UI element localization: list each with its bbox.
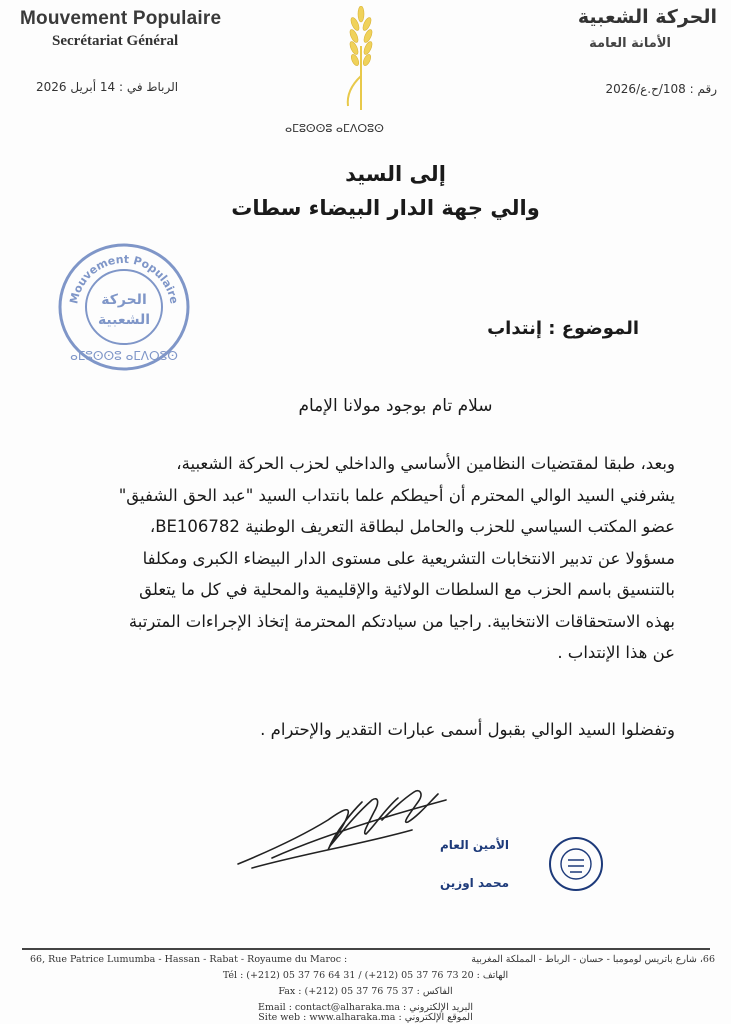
letter-subject: الموضوع : إنتداب (487, 318, 639, 339)
letter-body (55, 448, 675, 669)
footer-address-french: 66, Rue Patrice Lumumba - Hassan - Rabat - Royaume du Maroc : (30, 954, 348, 965)
stamp-center-1: الحركة (101, 292, 147, 308)
signatory-name: محمد اوزين (440, 876, 510, 890)
footer-email: Email : contact@alharaka.ma : البريد الإلكتروني (258, 1002, 473, 1013)
addressee-line-2: والي جهة الدار البيضاء سطات (231, 196, 540, 220)
org-name-french: Mouvement Populaire (20, 8, 222, 29)
greeting: سلام تام بوجود مولانا الإمام (298, 396, 493, 416)
stamp-tifinagh: ⴰⵎⵓⵙⵙⵓ ⴰⵎⴷⵔⵓⵙ (70, 349, 178, 363)
footer-address-arabic: 66، شارع باتريس لومومبا - حسان - الرباط - المملكة المغربية (471, 954, 715, 965)
footer-fax: Fax : (+212) 05 37 76 75 37 : الفاكس (278, 986, 453, 997)
addressee-block (0, 162, 731, 220)
org-name-arabic: الحركة الشعبية (577, 6, 717, 28)
addressee-line-1: إلى السيد (345, 162, 446, 186)
signatory-title: الأمين العام (440, 838, 510, 852)
handwritten-signature-icon (232, 780, 452, 876)
body-line: بهذه الاستحقاقات الانتخابية. راجيا من سيادتكم المحترمة إتخاذ الإجراءات المترتبة (128, 611, 675, 631)
party-stamp-icon (55, 240, 193, 374)
body-line: عضو المكتب السياسي للحزب والحامل لبطاقة التعريف الوطنية BE106782، (149, 517, 675, 536)
body-line: وبعد، طبقا لمقتضيات النظامين الأساسي والداخلي لحزب الحركة الشعبية، (176, 454, 675, 473)
footer-divider (22, 948, 710, 950)
body-line: يشرفني السيد الوالي المحترم أن أحيطكم علما بانتداب السيد "عبد الحق الشفيق" (118, 485, 675, 505)
reference-number: رقم : 108/ح.ع/2026 (605, 82, 717, 96)
letter-date: الرباط في : 14 أبريل 2026 (36, 80, 179, 94)
wheat-logo-icon (338, 6, 384, 110)
org-subtitle-arabic: الأمانة العامة (589, 36, 671, 51)
tifinagh-name: ⴰⵎⵓⵙⵙⵓ ⴰⵎⴷⵔⵓⵙ (285, 122, 384, 135)
body-line: عن هذا الإنتداب . (557, 643, 675, 662)
stamp-center-2: الشعبية (97, 312, 151, 328)
body-line: بالتنسيق باسم الحزب مع السلطات الولائية والإقليمية والمحلية في كل ما يتعلق (139, 580, 675, 599)
footer-phone: Tél : (+212) 05 37 76 64 31 / (+212) 05 37 76 73 20 : الهاتف (222, 970, 509, 981)
stamp-ring-text: Mouvement Populaire (67, 252, 181, 306)
secretary-stamp-icon (548, 836, 604, 892)
footer-website: Site web : www.alharaka.ma : الموقع الإلكتروني (258, 1012, 473, 1023)
org-subtitle-french: Secrétariat Général (52, 33, 179, 49)
body-line: مسؤولا عن تدبير الانتخابات التشريعية على مستوى الدار البيضاء الكبرى ومكلفا (142, 548, 675, 568)
closing-line: وتفضلوا السيد الوالي بقبول أسمى عبارات التقدير والإحترام . (260, 720, 675, 739)
